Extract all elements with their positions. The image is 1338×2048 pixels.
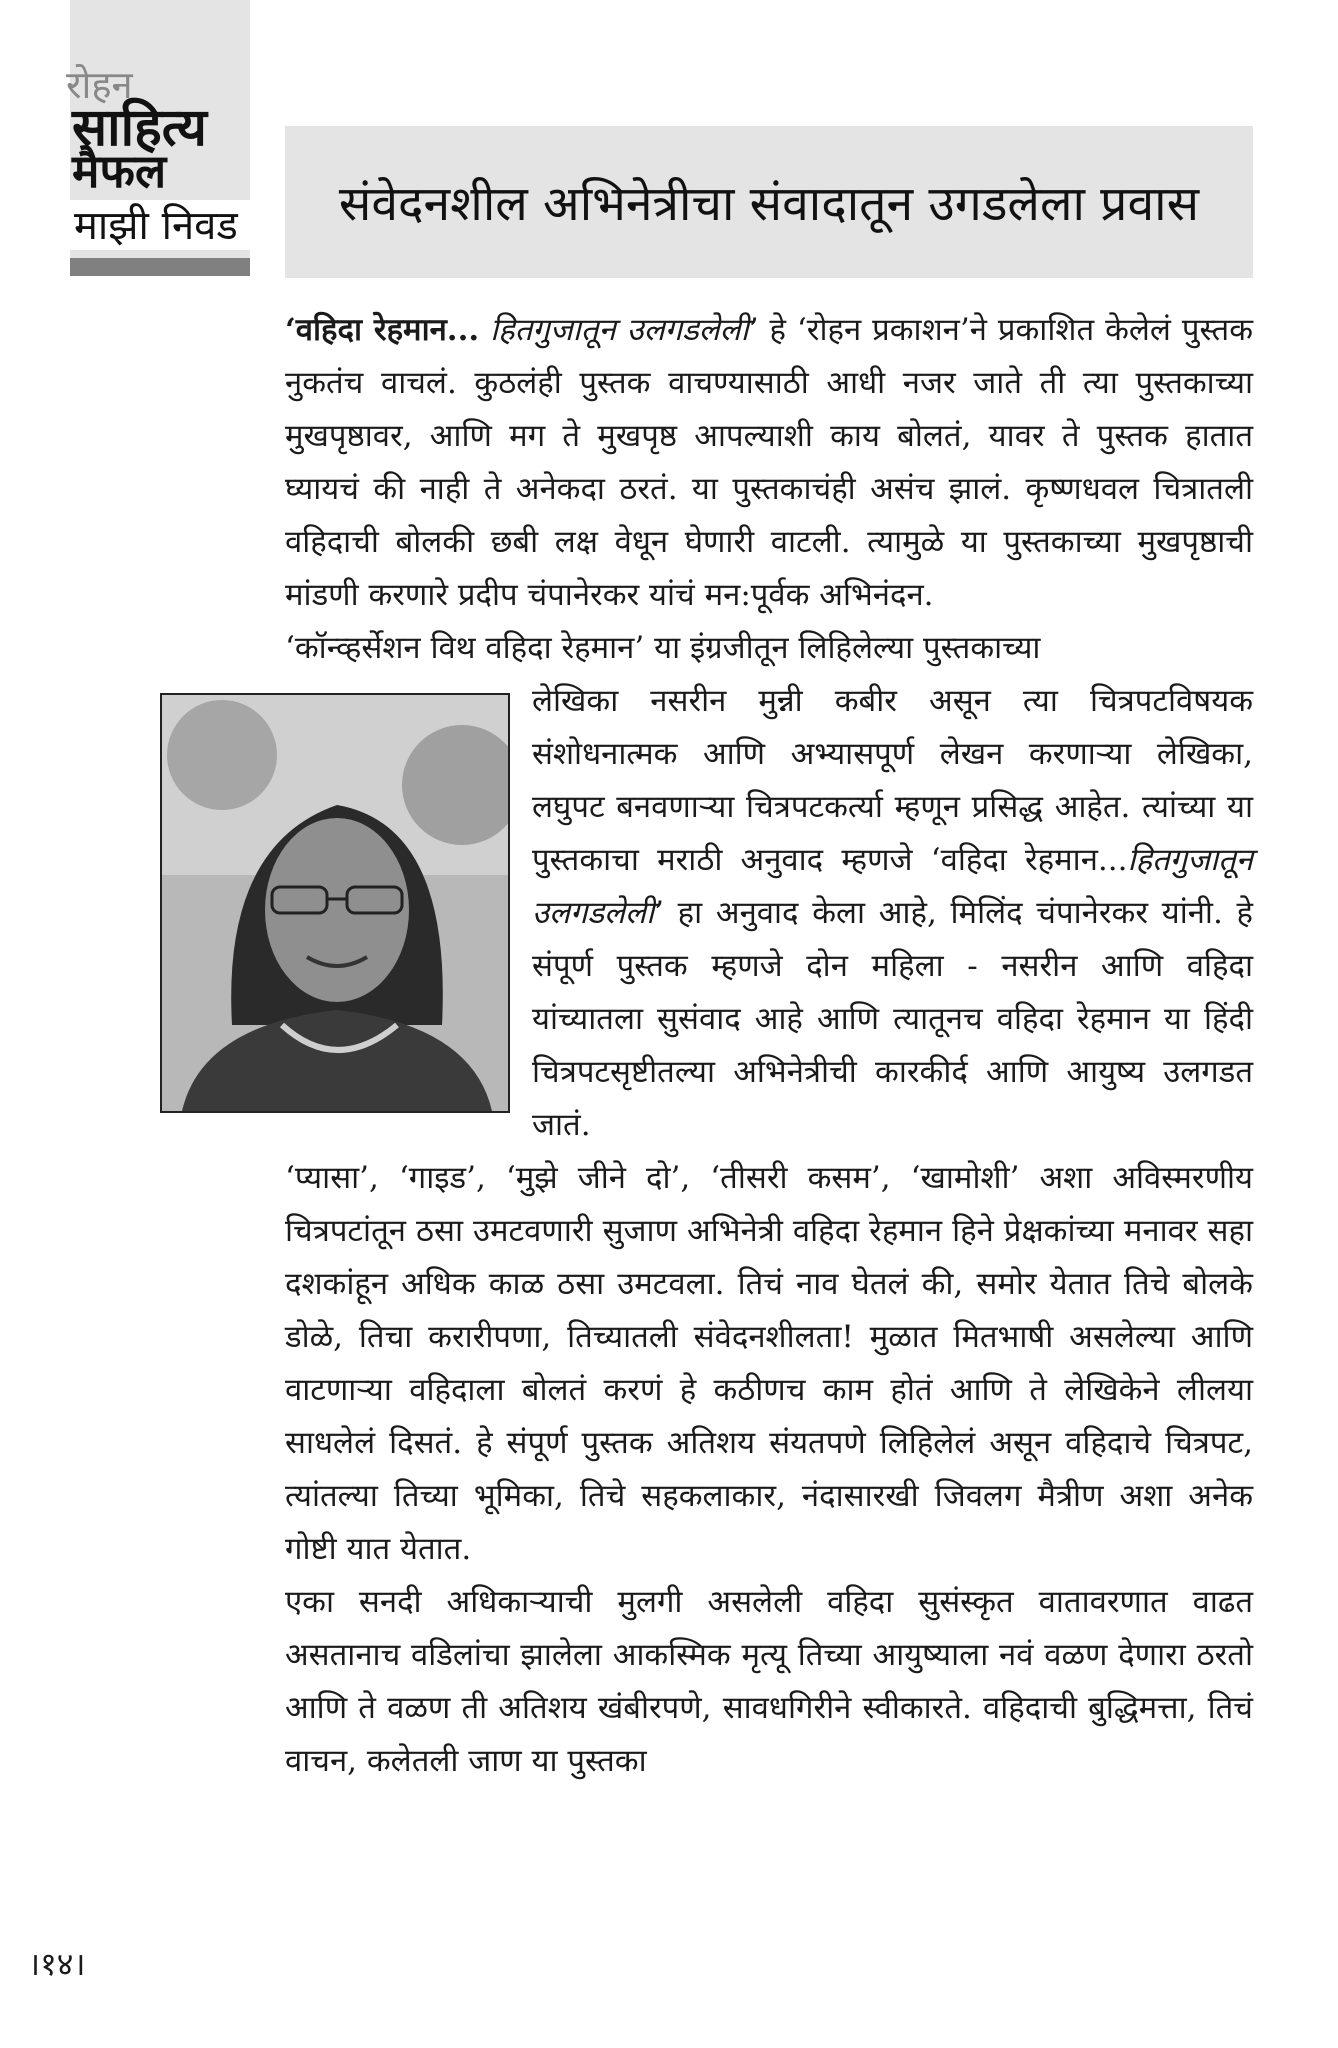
section-label: माझी निवड bbox=[70, 200, 264, 250]
book-title-italic-2: हितगुजातून उलगडलेली bbox=[532, 842, 1253, 931]
brand-sahitya: साहित्य bbox=[72, 98, 207, 158]
page-number: ।१४। bbox=[28, 1945, 86, 1983]
paragraph-3: ‘प्यासा’, ‘गाइड’, ‘मुझे जीने दो’, ‘तीसरी कसम’, ‘खामोशी’ अशा अविस्मरणीय चित्रपटांतून ठसा उमटवणारी सुजाण अभिनेत्री वहिदा रेहमान हिने प्रेक्षकांच्या मनावर सहा दशकांहून अधिक काळ ठसा उमटवला. तिचं नाव घेतलं की, समोर येतात तिचे बोलके डोळे, तिचा करारीपणा, तिच्यातली संवेदनशीलता! मुळात मितभाषी असलेल्या आणि वाटणाऱ्या वहिदाला बोलतं करणं हे कठीणच काम होतं आणि ते लेखिकेने लीलया साधलेलं दिसतं. हे संपूर्ण पुस्तक अतिशय संयतपणे लिहिलेलं असून वहिदाचे चित्रपट, त्यांतल्या तिच्या भूमिका, तिचे सहकलाकार, नंदासारखी जिवलग मैत्रीण अशा अनेक गोष्टी यात येतात. bbox=[285, 1160, 1253, 1567]
article-title-box bbox=[285, 126, 1253, 278]
paragraph-4: एका सनदी अधिकाऱ्याची मुलगी असलेली वहिदा सुसंस्कृत वातावरणात वाढत असतानाच वडिलांचा झालेला आकस्मिक मृत्यू तिच्या आयुष्याला नवं वळण देणारा ठरतो आणि ते वळण ती अतिशय खंबीरपणे, सावधगिरीने स्वीकारते. वहिदाची बुद्धिमत्ता, तिचं वाचन, कलेतली जाण या पुस्तका bbox=[285, 1584, 1253, 1779]
paragraph-2-text-a: लेखिका नसरीन मुन्नी कबीर असून त्या चित्रपटविषयक संशोधनात्मक आणि अभ्यासपूर्ण लेखन करणाऱ्या लेखिका, लघुपट बनवणाऱ्या चित्रपटकर्त्या म्हणून प्रसिद्ध आहेत. त्यांच्या या पुस्तकाचा मराठी अनुवाद म्हणजे ‘वहिदा रेहमान... bbox=[532, 683, 1253, 878]
author-photo bbox=[160, 693, 510, 1113]
brand-maifal: मैफल bbox=[72, 144, 167, 198]
paragraph-2 bbox=[285, 622, 1253, 1152]
brand-rohan: रोहन bbox=[66, 63, 133, 107]
book-title-italic: हितगुजातून उलगडलेली bbox=[490, 312, 749, 348]
paragraph-2-line-1: ‘कॉन्व्हर्सेशन विथ वहिदा रेहमान’ या इंग्रजीतून लिहिलेल्या पुस्तकाच्या bbox=[285, 630, 1041, 666]
author-portrait-image bbox=[162, 695, 508, 1111]
book-title-bold: ‘वहिदा रेहमान... bbox=[285, 312, 480, 348]
paragraph-1 bbox=[285, 304, 1253, 622]
article-title: संवेदनशील अभिनेत्रीचा संवादातून उगडलेला प्रवास bbox=[338, 175, 1200, 232]
brand-divider bbox=[70, 258, 250, 276]
article-body bbox=[285, 304, 1253, 1788]
paragraph-1-text: ’ हे ‘रोहन प्रकाशन’ने प्रकाशित केलेलं पुस्तक नुकतंच वाचलं. कुठलंही पुस्तक वाचण्यासाठी आधी नजर जाते ती त्या पुस्तकाच्या मुखपृष्ठावर, आणि मग ते मुखपृष्ठ आपल्याशी काय बोलतं, यावर ते पुस्तक हातात घ्यायचं की नाही ते अनेकदा ठरतं. या पुस्तकाचंही असंच झालं. कृष्णधवल चित्रातली वहिदाची बोलकी छबी लक्ष वेधून घेणारी वाटली. त्यामुळे या पुस्तकाच्या मुखपृष्ठाची मांडणी करणारे प्रदीप चंपानेरकर यांचं मन:पूर्वक अभिनंदन. bbox=[285, 312, 1254, 613]
paragraph-2-text-b: ’ हा अनुवाद केला आहे, मिलिंद चंपानेरकर यांनी. हे संपूर्ण पुस्तक म्हणजे दोन महिला - नसरीन आणि वहिदा यांच्यातला सुसंवाद आहे आणि त्यातूनच वहिदा रेहमान या हिंदी चित्रपटसृष्टीतल्या अभिनेत्रीची कारकीर्द आणि आयुष्य उलगडत जातं. bbox=[532, 895, 1253, 1143]
